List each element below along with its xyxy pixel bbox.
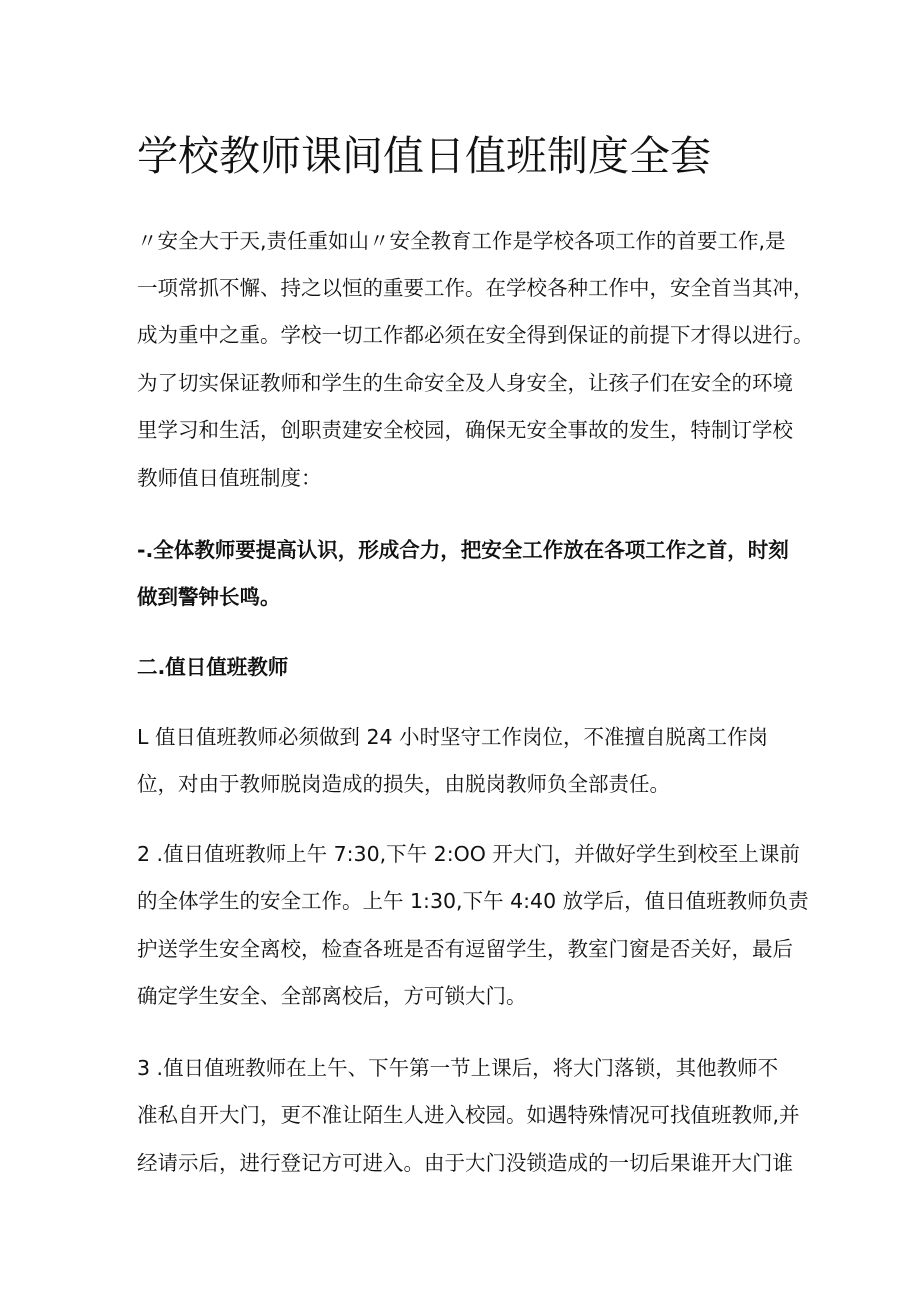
item3-line-3: 经请示后，进行登记方可进入。由于大门没锁造成的一切后果谁开大门谁 xyxy=(137,1151,793,1175)
item2-line-3: 护送学生安全离校，检查各班是否有逗留学生，教室门窗是否关好，最后 xyxy=(137,937,793,961)
intro-line-5: 里学习和生活，创职责建安全校园，确保无安全事故的发生，特制订学校 xyxy=(137,418,793,442)
item1-line-2: 位，对由于教师脱岗造成的损失，由脱岗教师负全部责任。 xyxy=(137,772,670,796)
intro-line-3: 成为重中之重。学校一切工作都必须在安全得到保证的前提下才得以进行。 xyxy=(137,323,814,347)
item3-line-2: 准私自开大门，更不准让陌生人进入校园。如遇特殊情况可找值班教师,并 xyxy=(137,1103,800,1127)
intro-line-6: 教师值日值班制度： xyxy=(137,466,322,490)
section1-line-2: 做到警钟长鸣。 xyxy=(137,585,281,609)
item2-line-1: 2 .值日值班教师上午 7:30,下午 2:OO 开大门，并做好学生到校至上课前 xyxy=(137,842,800,866)
section2-heading: 二.值日值班教师 xyxy=(137,655,289,679)
intro-line-1: 〃安全大于天,责任重如山〃安全教育工作是学校各项工作的首要工作,是 xyxy=(137,229,786,253)
item3-line-1: 3 .值日值班教师在上午、下午第一节上课后，将大门落锁，其他教师不 xyxy=(137,1056,779,1080)
item2-line-4: 确定学生安全、全部离校后，方可锁大门。 xyxy=(137,984,527,1008)
page-title: 学校教师课间值日值班制度全套 xyxy=(137,132,711,180)
item2-line-2: 的全体学生的安全工作。上午 1:30,下午 4:40 放学后，值日值班教师负责 xyxy=(137,889,809,913)
section1-line-1: -.全体教师要提高认识，形成合力，把安全工作放在各项工作之首，时刻 xyxy=(137,538,789,562)
intro-line-4: 为了切实保证教师和学生的生命安全及人身安全，让孩子们在安全的环境 xyxy=(137,371,793,395)
item1-line-1: L 值日值班教师必须做到 24 小时坚守工作岗位，不准擅自脱离工作岗 xyxy=(137,725,769,749)
intro-line-2: 一项常抓不懈、持之以恒的重要工作。在学校各种工作中，安全首当其冲， xyxy=(137,276,814,300)
